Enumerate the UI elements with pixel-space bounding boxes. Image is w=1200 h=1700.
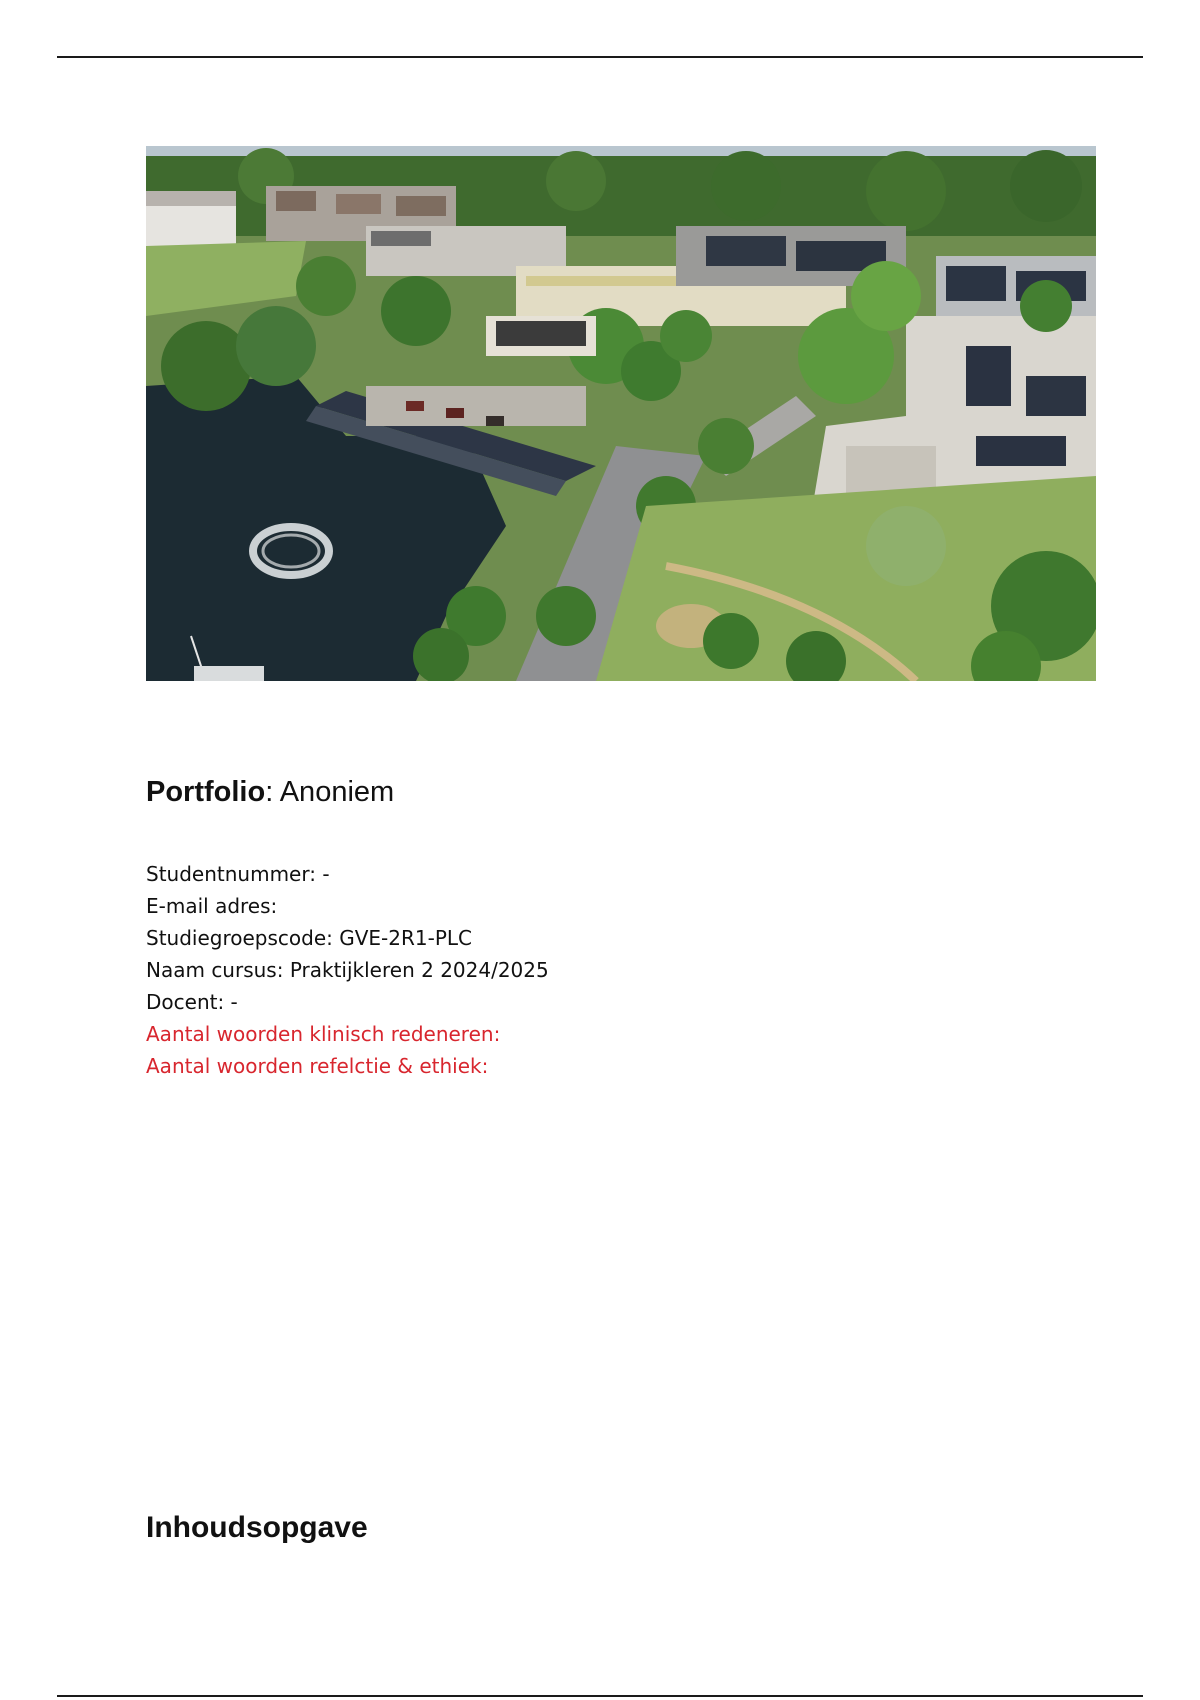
title-label: Portfolio (146, 776, 266, 808)
teacher-line: Docent: - (146, 990, 238, 1014)
portfolio-title (146, 772, 394, 812)
header-rule (57, 56, 1143, 58)
student-number-line: Studentnummer: - (146, 862, 330, 886)
study-group-code-line: Studiegroepscode: GVE-2R1-PLC (146, 926, 472, 950)
email-line: E-mail adres: (146, 894, 278, 918)
course-name-line: Naam cursus: Praktijkleren 2 2024/2025 (146, 958, 549, 982)
word-count-clinical-reasoning: Aantal woorden klinisch redeneren: (146, 1022, 501, 1046)
footer-rule (57, 1695, 1143, 1697)
aerial-campus-photo (146, 146, 1096, 681)
title-value: Anoniem (279, 776, 395, 808)
table-of-contents-heading: Inhoudsopgave (146, 1511, 368, 1544)
student-info-block (146, 858, 549, 1082)
title-separator: : (265, 776, 280, 808)
word-count-reflection-ethics: Aantal woorden refelctie & ethiek: (146, 1054, 489, 1078)
